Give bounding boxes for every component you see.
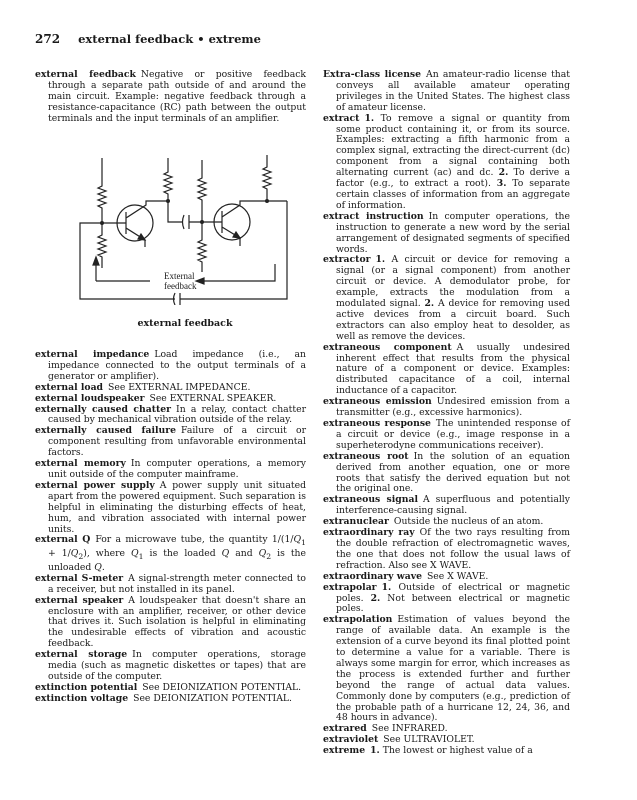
transistor-2 bbox=[214, 201, 287, 246]
entry-definition-text: In computer operations, a memory unit outside of the computer mainframe. bbox=[48, 458, 306, 480]
entry-definition-text: An amateur-radio license that conveys all available amateur operating privileges in the United States. The highest class of amateur license. bbox=[336, 69, 570, 113]
entry-definition-text: In the solution of an equation derived from another equation, one or more roots that satisfy the derived equation but not the original one. bbox=[336, 450, 570, 495]
entry-definition-text: Estimation of values beyond the range of available data. An example is the extension of a curve beyond its final plotted point to determine a value for a variable. There is always some margin for error, which increases as the process is extended further and further beyond the range of actual data values. Commonly done by computers (e.g., prediction of the probable path of a hurricane 12, 24, 36, and 48 hours in advance). bbox=[336, 614, 570, 724]
entry-term: extraneous response bbox=[323, 418, 431, 429]
entry-term: extract bbox=[323, 112, 360, 124]
left-column-bottom bbox=[35, 350, 306, 705]
junction-nodes bbox=[100, 199, 269, 225]
entry-term: external load bbox=[35, 381, 104, 393]
entry-term: external Q bbox=[35, 534, 91, 546]
entry-definition-text: A loudspeaker that doesn't share an enclosure with an amplifier, receiver, or other device that drives it. Such isolation is helpful in eliminating the undesirable effects of vibration and acoustic feedback. bbox=[48, 594, 306, 650]
dictionary-entry bbox=[323, 419, 570, 452]
entry-term: extraneous root bbox=[323, 450, 409, 462]
page-number: 272 bbox=[35, 32, 61, 46]
entry-term: external power supply bbox=[35, 479, 155, 491]
entry-term: externally caused chatter bbox=[35, 403, 172, 415]
right-column bbox=[323, 70, 570, 757]
entry-term: external memory bbox=[35, 458, 126, 470]
dictionary-entry bbox=[323, 114, 570, 212]
dictionary-entry bbox=[323, 70, 570, 114]
dictionary-entry bbox=[323, 343, 570, 398]
entry-definition-text: In computer operations, the instruction to generate a new word by the serial arrangement of designated segments of specified words. bbox=[336, 210, 570, 255]
entry-term: Extra-class license bbox=[323, 69, 422, 80]
entry-definition-text: 2. bbox=[370, 592, 381, 604]
entry-term: external impedance bbox=[35, 349, 150, 360]
entry-term: extraordinary ray bbox=[323, 527, 415, 539]
entry-term: extraneous emission bbox=[323, 396, 432, 408]
entry-term: extreme bbox=[323, 745, 366, 757]
entry-definition-text: is the loaded bbox=[143, 548, 222, 560]
guide-words: external feedback • extreme bbox=[78, 32, 261, 46]
entry-definition-text: + 1/ bbox=[48, 548, 71, 560]
entry-term: extinction voltage bbox=[35, 692, 129, 704]
dictionary-entry bbox=[35, 650, 306, 683]
entry-term: extraneous signal bbox=[323, 494, 418, 506]
entry-definition-text: 2. bbox=[498, 167, 509, 179]
entry-definition-text: To remove a signal or quantity from some product containing it, or from its source. Examples: extracting a fifth harmonic from a complex signal, extracting the direct-current (dc) component from a signal containing both alternating current (ac) and dc. bbox=[336, 112, 570, 179]
dictionary-entry bbox=[323, 212, 570, 256]
dictionary-entry bbox=[323, 583, 570, 616]
dictionary-entry bbox=[323, 746, 570, 757]
dictionary-entry bbox=[35, 481, 306, 536]
figure-caption: external feedback bbox=[137, 318, 233, 329]
entry-definition-text: A signal-strength meter connected to a receiver, but not installed in its panel. bbox=[48, 572, 306, 595]
dictionary-entry bbox=[323, 495, 570, 517]
entry-definition-text: Not between electrical or magnetic poles. bbox=[336, 592, 570, 615]
entry-definition-text: The lowest or highest value of a bbox=[379, 745, 533, 757]
entry-definition-text: Load impedance (i.e., an impedance connected to the output terminals of a generator or amplifier). bbox=[48, 349, 306, 382]
entry-definition-text: 1 bbox=[138, 552, 144, 561]
entry-definition-text: Failure of a circuit or component resulting from unfavorable environmental factors. bbox=[48, 425, 307, 459]
entry-definition-text: In computer operations, storage media (such as magnetic diskettes or tapes) that are outside of the computer. bbox=[48, 649, 306, 682]
entry-definition-text: To derive a factor (e.g., to extract a root). bbox=[336, 167, 570, 190]
left-bias-resistors bbox=[98, 158, 106, 268]
collector-resistor-1 bbox=[164, 158, 183, 222]
entry-term: externally caused failure bbox=[35, 425, 177, 437]
entry-term: external storage bbox=[35, 649, 128, 661]
dictionary-entry bbox=[35, 535, 306, 573]
entry-term: extrapolar bbox=[323, 581, 377, 593]
entry-definition-text: A superfluous and potentially interference-causing signal. bbox=[336, 494, 570, 517]
diagram-label-external: External bbox=[164, 271, 195, 281]
left-column-top bbox=[35, 70, 306, 125]
entry-term: external feedback bbox=[35, 69, 136, 80]
entry-term: extraneous component bbox=[323, 341, 452, 353]
dictionary-entry bbox=[35, 574, 306, 596]
entry-term: extinction potential bbox=[35, 681, 138, 693]
dictionary-entry bbox=[35, 426, 306, 459]
entry-term: external S-meter bbox=[35, 572, 124, 584]
entry-definition-text: 2 bbox=[266, 552, 272, 561]
entry-definition-text: See DEIONIZATION POTENTIAL. bbox=[133, 692, 292, 704]
running-header bbox=[35, 32, 261, 46]
entry-definition-text: To separate certain classes of information from an aggregate of information. bbox=[336, 178, 570, 211]
entry-term: extraviolet bbox=[323, 734, 379, 746]
dictionary-entry bbox=[35, 459, 306, 481]
dictionary-entry bbox=[323, 528, 570, 572]
entry-definition-text: See EXTERNAL SPEAKER. bbox=[149, 392, 277, 404]
dictionary-entry bbox=[35, 405, 306, 427]
entry-definition-text: Q bbox=[258, 548, 267, 560]
dictionary-entry bbox=[323, 255, 570, 342]
entry-definition-text: In a relay, contact chatter caused by mechanical vibration outside of the relay. bbox=[48, 403, 307, 426]
entry-definition-text: Undesired emission from a transmitter (e.g., excessive harmonics). bbox=[336, 396, 571, 419]
entry-definition-text: is the unloaded bbox=[48, 548, 306, 573]
entry-definition-text: 3. bbox=[496, 178, 507, 190]
entry-definition-text: Q bbox=[94, 561, 102, 573]
entry-definition-text: See X WAVE. bbox=[426, 570, 489, 582]
dictionary-entry bbox=[323, 615, 570, 724]
diagram-label-feedback: feedback bbox=[164, 281, 197, 291]
dictionary-entry bbox=[35, 694, 306, 705]
entry-definition-text: Negative or positive feedback through a separate path outside of and around the main circuit. Example: negative feedback through a resistance-capacitance (RC) path between the output terminals and the input terminals of an amplifier. bbox=[48, 69, 306, 124]
entry-definition-text: A circuit or device for removing a signal (or a signal component) from another circuit or device. A demodulator probe, for example, extracts the modulation from a modulated signal. bbox=[336, 254, 570, 310]
entry-term: extrapolation bbox=[323, 614, 393, 626]
entry-definition-text: Q bbox=[221, 548, 230, 560]
entry-definition-text: See EXTERNAL IMPEDANCE. bbox=[108, 381, 251, 393]
dictionary-entry bbox=[323, 452, 570, 496]
entry-definition-text: ), where bbox=[83, 548, 132, 560]
entry-definition-text: 1. bbox=[375, 254, 386, 266]
entry-term: extranuclear bbox=[323, 516, 389, 528]
transistor-1 bbox=[102, 201, 168, 247]
entry-definition-text: Of the two rays resulting from the double refraction of electromagnetic waves, the one that does not follow the usual laws of refraction. Also see X WAVE. bbox=[336, 527, 570, 571]
middle-bias-resistors bbox=[198, 160, 206, 272]
entry-definition-text: . bbox=[101, 561, 105, 573]
entry-term: extractor bbox=[323, 254, 371, 266]
entry-term: external loudspeaker bbox=[35, 392, 145, 404]
entry-definition-text: For a microwave tube, the quantity 1/(1/ bbox=[95, 534, 294, 546]
entry-definition-text: A usually undesired inherent effect that results from the physical nature of a component or device. Examples: distributed capacitance of a coil, internal inductance of a capacitor. bbox=[336, 341, 570, 397]
entry-definition-text: 2 bbox=[78, 552, 84, 561]
entry-definition-text: 1. bbox=[364, 112, 375, 124]
dictionary-entry bbox=[35, 596, 306, 651]
entry-definition-text: Outside of electrical or magnetic poles. bbox=[336, 581, 570, 604]
entry-definition-text: See ULTRAVIOLET. bbox=[383, 734, 475, 746]
entry-definition-text: 1. bbox=[370, 745, 380, 757]
entry-term: extract instruction bbox=[323, 210, 424, 222]
entry-definition-text: 2. bbox=[424, 298, 435, 310]
entry-definition-text: Q bbox=[131, 548, 139, 560]
entry-term: extrared bbox=[323, 723, 367, 735]
entry-definition-text: 1. bbox=[381, 581, 392, 593]
collector-resistor-2 bbox=[263, 155, 271, 201]
entry-definition-text: 1 bbox=[301, 538, 306, 548]
entry-definition-text: Q bbox=[293, 534, 302, 546]
entry-definition-text: A power supply unit situated apart from the powered equipment. Such separation is helpful in eliminating the disturbing effects of heat, hum, and vibration associated with internal power units. bbox=[48, 479, 306, 535]
dictionary-entry bbox=[35, 350, 306, 383]
entry-definition-text: See INFRARED. bbox=[371, 723, 448, 735]
entry-definition-text: See DEIONIZATION POTENTIAL. bbox=[142, 681, 302, 693]
entry-definition-text: and bbox=[229, 548, 259, 560]
entry-term: external speaker bbox=[35, 594, 124, 606]
dictionary-entry bbox=[323, 397, 570, 419]
entry-definition-text: Outside the nucleus of an atom. bbox=[393, 516, 544, 528]
entry-definition-text: A device for removing used active devices from a circuit board. Such extractors can also employ heat to desolder, as well as remove the devices. bbox=[336, 298, 571, 342]
entry-term: extraordinary wave bbox=[323, 570, 422, 582]
entry-definition-text: The unintended response of a circuit or device (e.g., image response in a superheterodyne communications receiver). bbox=[336, 418, 570, 451]
entry-definition-text: Q bbox=[70, 548, 79, 560]
dictionary-entry bbox=[35, 70, 306, 125]
